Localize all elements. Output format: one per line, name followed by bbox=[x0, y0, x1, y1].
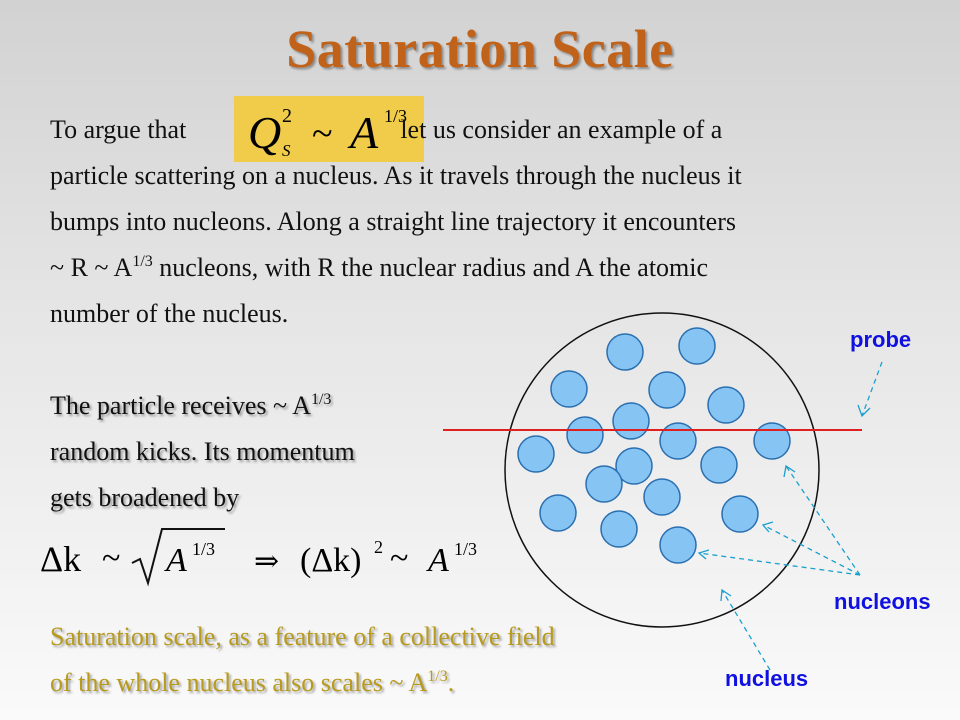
eq-a-2-sup: 1/3 bbox=[454, 539, 478, 559]
nucleon bbox=[644, 479, 680, 515]
formula-q: Q bbox=[248, 107, 282, 158]
nucleus-circle bbox=[505, 313, 819, 627]
nucleon bbox=[754, 423, 790, 459]
saturation-line-1: Saturation scale, as a feature of a collective field bbox=[50, 622, 555, 651]
intro-line-5: number of the nucleus. bbox=[50, 299, 289, 328]
nucleons-label: nucleons bbox=[834, 589, 931, 614]
formula-q-sub: S bbox=[282, 141, 291, 160]
nucleon bbox=[722, 496, 758, 532]
nucleon bbox=[551, 371, 587, 407]
intro-line-2: particle scattering on a nucleus. As it travels through the nucleus it bbox=[50, 161, 742, 190]
eq-tilde-2: ~ bbox=[390, 540, 409, 577]
nucleon bbox=[518, 436, 554, 472]
formula-tilde: ~ bbox=[312, 113, 333, 155]
nucleon-pointer-3 bbox=[699, 553, 860, 575]
nucleons-group bbox=[518, 328, 790, 563]
intro-line-1-before: To argue that bbox=[50, 115, 187, 144]
probe-pointer bbox=[862, 362, 882, 416]
arrowhead bbox=[858, 405, 870, 416]
nucleon bbox=[567, 417, 603, 453]
kicks-line-1-sup: 1/3 bbox=[310, 391, 332, 408]
eq-a-sup: 1/3 bbox=[192, 539, 216, 559]
eq-tilde-1: ~ bbox=[102, 540, 121, 577]
eq-a: A bbox=[166, 542, 187, 579]
nucleon-pointer-2 bbox=[763, 525, 860, 575]
nucleon bbox=[701, 447, 737, 483]
nucleon bbox=[660, 527, 696, 563]
eq-sq: 2 bbox=[374, 537, 383, 557]
eq-implies: ⇒ bbox=[254, 544, 280, 579]
kicks-line-2: random kicks. Its momentum bbox=[50, 437, 355, 466]
saturation-line-2-sup: 1/3 bbox=[427, 668, 448, 685]
nucleus-label: nucleus bbox=[725, 666, 809, 691]
intro-line-4-post: nucleons, with R the nuclear radius and A the atomic bbox=[152, 253, 709, 282]
arrowhead bbox=[721, 590, 731, 601]
formula-q-sup: 2 bbox=[282, 105, 292, 127]
formula-a-sup: 1/3 bbox=[384, 106, 408, 126]
saturation-line-2-pre: of the whole nucleus also scales ~ A bbox=[50, 668, 428, 697]
kicks-line-1-pre: The particle receives ~ A bbox=[50, 391, 311, 420]
nucleon bbox=[660, 423, 696, 459]
nucleon bbox=[679, 328, 715, 364]
nucleon bbox=[649, 372, 685, 408]
eq-delta-k-sq: (Δk) bbox=[300, 542, 362, 579]
probe-label: probe bbox=[850, 327, 912, 352]
eq-a-2: A bbox=[428, 542, 449, 579]
eq-delta-k: Δk bbox=[40, 539, 82, 579]
intro-line-3: bumps into nucleons. Along a straight line trajectory it encounters bbox=[50, 207, 736, 236]
nucleon bbox=[586, 466, 622, 502]
nucleon bbox=[607, 334, 643, 370]
intro-line-4-sup: 1/3 bbox=[132, 253, 153, 270]
page-title: Saturation Scale bbox=[286, 19, 674, 79]
nucleon bbox=[613, 403, 649, 439]
intro-line-1-after: let us consider an example of a bbox=[400, 115, 723, 144]
nucleon-pointer-1 bbox=[786, 466, 860, 575]
nucleon bbox=[708, 387, 744, 423]
intro-line-4-pre: ~ R ~ A bbox=[50, 253, 133, 282]
formula-a: A bbox=[350, 107, 379, 158]
saturation-line-2-post: . bbox=[447, 668, 455, 697]
kicks-line-3: gets broadened by bbox=[50, 483, 240, 512]
nucleon bbox=[540, 495, 576, 531]
nucleon bbox=[601, 511, 637, 547]
arrowhead bbox=[784, 466, 795, 477]
